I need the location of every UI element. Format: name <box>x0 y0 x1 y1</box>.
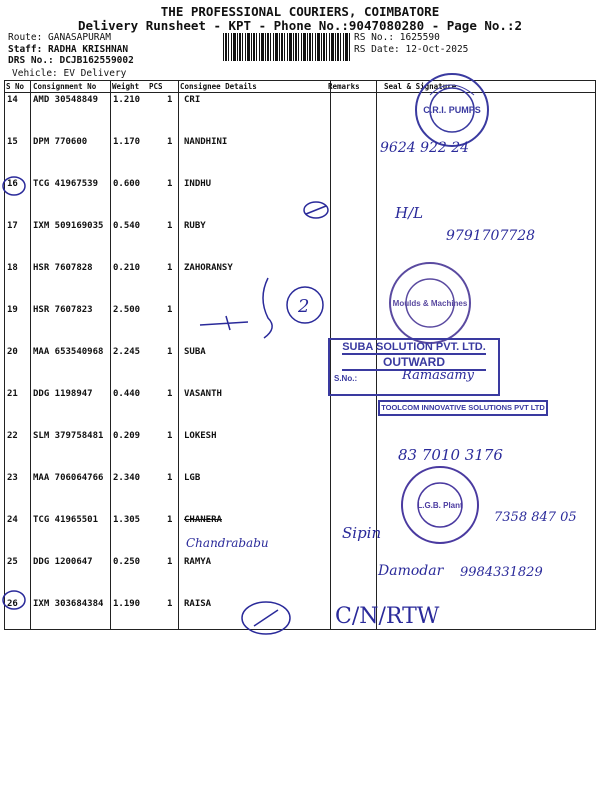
row-weight: 1.305 <box>113 515 141 525</box>
cri-stamp-text: C.R.I. PUMPS <box>423 105 481 115</box>
handwritten-phone: 9984331829 <box>460 565 543 580</box>
row-sno: 18 <box>7 263 18 273</box>
row-consignment: MAA 706064766 <box>33 473 104 483</box>
row-pcs: 1 <box>167 431 173 441</box>
row-weight: 0.440 <box>113 389 141 399</box>
runsheet-subtitle: Delivery Runsheet - KPT - Phone No.:9047080280 - Page No.:2 <box>77 18 522 33</box>
suba-stamp <box>328 338 500 396</box>
row-sno: 16 <box>7 179 18 189</box>
row-consignment: SLM 379758481 <box>33 431 104 441</box>
lgb-stamp-text: L.G.B. Plant <box>417 501 463 510</box>
rs-date: RS Date: 12-Oct-2025 <box>354 43 469 55</box>
row-pcs: 1 <box>167 557 173 567</box>
slash-mark <box>254 610 278 626</box>
row-consignment: AMD 30548849 <box>33 95 99 105</box>
handwritten-name: Damodar <box>378 563 444 579</box>
row-sno: 24 <box>7 515 18 525</box>
row-sno: 19 <box>7 305 18 315</box>
row-weight: 0.210 <box>113 263 141 273</box>
row-sno: 14 <box>7 95 18 105</box>
col-header-consignment: Consignment No <box>33 82 97 91</box>
col-header-consignee: Consignee Details <box>180 82 257 91</box>
handwritten-cnr: C/N/RTW <box>335 604 440 629</box>
handwritten-name: Chandrababu <box>186 536 269 550</box>
row-sno: 20 <box>7 347 18 357</box>
row-consignee: NANDHINI <box>184 137 228 147</box>
scribble-mark <box>263 278 272 338</box>
row-sno: 25 <box>7 557 18 567</box>
row-consignment: MAA 653540968 <box>33 347 104 357</box>
col-header-sno: S No <box>6 82 25 91</box>
two-mark: 2 <box>298 296 310 317</box>
row-weight: 0.209 <box>113 431 141 441</box>
row-pcs: 1 <box>167 179 173 189</box>
vehicle-label: Vehicle: EV Delivery <box>12 68 127 79</box>
slash-mark <box>306 206 326 214</box>
col-header-weight: Weight <box>112 82 140 91</box>
toolcom-stamp: TOOLCOM INNOVATIVE SOLUTIONS PVT LTD <box>378 400 548 416</box>
row-consignee: CRI <box>184 95 201 105</box>
row-consignment: HSR 7607823 <box>33 305 93 315</box>
handwritten-name: Ramasamy <box>402 368 475 383</box>
tick-mark <box>200 316 248 330</box>
row-weight: 1.210 <box>113 95 141 105</box>
col-header-seal: Seal & Signature <box>384 82 457 91</box>
moulds-stamp-text: Moulds & Machines <box>392 299 468 308</box>
row-pcs: 1 <box>167 305 173 315</box>
row-consignee: VASANTH <box>184 389 222 399</box>
row-pcs: 1 <box>167 599 173 609</box>
handwritten-name: Sipin <box>342 524 382 542</box>
row-pcs: 1 <box>167 473 173 483</box>
row-consignee: LOKESH <box>184 431 217 441</box>
company-title: THE PROFESSIONAL COURIERS, COIMBATORE <box>160 4 440 19</box>
rs-number: RS No.: 1625590 <box>354 32 440 43</box>
row-sno: 21 <box>7 389 18 399</box>
row-pcs: 1 <box>167 515 173 525</box>
lgb-stamp <box>402 467 478 543</box>
row-consignment: DPM 770600 <box>33 137 88 147</box>
row-consignment: HSR 7607828 <box>33 263 93 273</box>
row-consignee: SUBA <box>184 347 206 357</box>
staff-label: Staff: RADHA KRISHNAN <box>8 43 129 55</box>
row-pcs: 1 <box>167 263 173 273</box>
col-header-remarks: Remarks <box>328 82 360 91</box>
row-weight: 1.170 <box>113 137 141 147</box>
row-consignment: TCG 41967539 <box>33 179 99 189</box>
col-header-pcs: PCS <box>149 82 163 91</box>
row-consignee: RAISA <box>184 599 212 609</box>
row-sno: 17 <box>7 221 18 231</box>
handwritten-hl: H/L <box>395 204 424 222</box>
row-weight: 2.340 <box>113 473 141 483</box>
row-consignment: DDG 1198947 <box>33 389 93 399</box>
drs-label: DRS No.: DCJB162559002 <box>8 55 134 66</box>
row-consignee: RUBY <box>184 221 206 231</box>
row-pcs: 1 <box>167 389 173 399</box>
row-sno: 26 <box>7 599 18 609</box>
row-sno: 23 <box>7 473 18 483</box>
row-weight: 2.245 <box>113 347 141 357</box>
row-consignee: ZAHORANSY <box>184 263 233 273</box>
handwritten-phone: 83 7010 3176 <box>398 446 503 464</box>
suba-stamp-sno: S.No.: <box>334 374 358 383</box>
row-pcs: 1 <box>167 221 173 231</box>
handwritten-phone: 9624 922 24 <box>380 140 470 156</box>
row-consignment: IXM 303684384 <box>33 599 104 609</box>
row-consignment: IXM 509169035 <box>33 221 104 231</box>
row-consignee: CHANERA <box>184 515 222 525</box>
suba-stamp-outward: OUTWARD <box>342 353 486 371</box>
moulds-stamp <box>390 263 470 343</box>
row-sno: 22 <box>7 431 18 441</box>
suba-stamp-title: SUBA SOLUTION PVT. LTD. <box>342 341 486 353</box>
row-sno: 15 <box>7 137 18 147</box>
row-weight: 1.190 <box>113 599 141 609</box>
row-pcs: 1 <box>167 95 173 105</box>
route-label: Route: GANASAPURAM <box>8 32 111 43</box>
row-consignee: LGB <box>184 473 201 483</box>
circle-mark-26 <box>3 591 25 609</box>
handwritten-phone: 9791707728 <box>446 228 536 244</box>
circle-mark-16 <box>3 177 25 195</box>
cri-stamp <box>416 74 488 146</box>
row-pcs: 1 <box>167 137 173 147</box>
row-weight: 0.540 <box>113 221 141 231</box>
row-consignee: INDHU <box>184 179 212 189</box>
row-pcs: 1 <box>167 347 173 357</box>
handwritten-phone: 7358 847 05 <box>494 510 577 525</box>
row-weight: 0.600 <box>113 179 141 189</box>
row-weight: 2.500 <box>113 305 141 315</box>
row-weight: 0.250 <box>113 557 141 567</box>
row-consignee: RAMYA <box>184 557 212 567</box>
row-consignment: DDG 1200647 <box>33 557 93 567</box>
row-consignment: TCG 41965501 <box>33 515 99 525</box>
